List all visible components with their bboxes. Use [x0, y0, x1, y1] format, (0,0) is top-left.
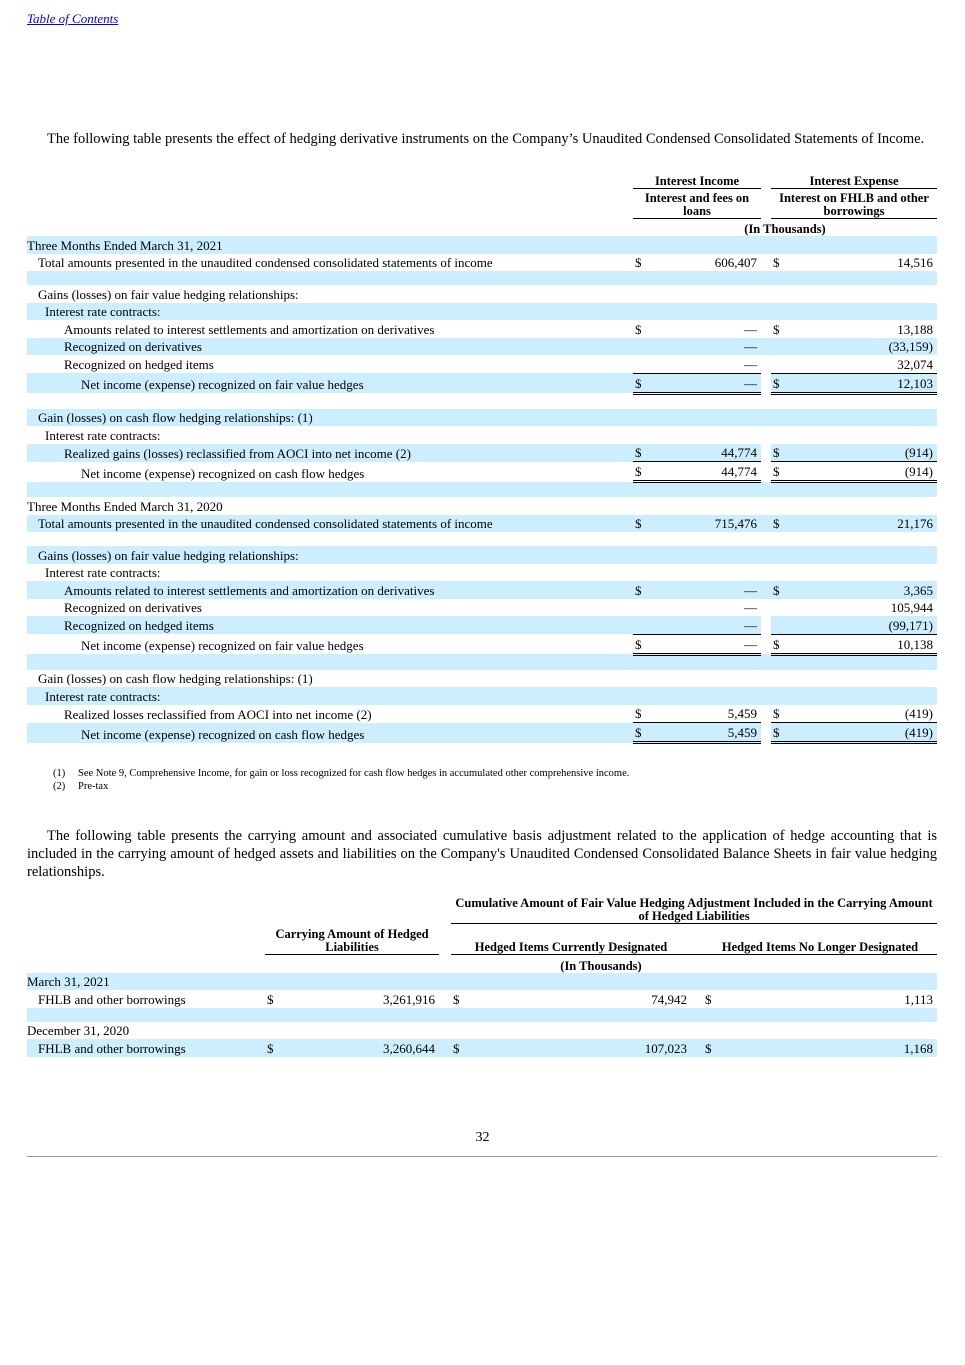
currency-symbol: $: [635, 445, 642, 460]
currency-symbol: $: [635, 706, 642, 721]
fhlb-label: FHLB and other borrowings: [27, 1039, 265, 1057]
income-rec-deriv-2020: —: [744, 600, 757, 615]
currency-symbol: $: [771, 723, 781, 743]
currency-symbol: $: [267, 991, 274, 1007]
rec-hedged-label: Recognized on hedged items: [27, 616, 623, 634]
expense-total-2021: 14,516: [897, 255, 933, 270]
no-longer-designated-header: Hedged Items No Longer Designated: [703, 924, 937, 955]
interest-fees-loans-header: Interest and fees on loans: [633, 188, 761, 218]
currency-symbol: $: [771, 634, 781, 654]
fv-net-label: Net income (expense) recognized on fair value hedges: [81, 638, 364, 653]
period-label-2020: Three Months Ended March 31, 2020: [27, 498, 223, 514]
nolonger-2021: 1,113: [904, 991, 933, 1007]
rec-derivatives-label: Recognized on derivatives: [64, 600, 202, 615]
interest-income-header: Interest Income: [633, 170, 761, 188]
carrying-amount-header: Carrying Amount of Hedged Liabilities: [265, 924, 439, 955]
irc-label: Interest rate contracts:: [45, 427, 161, 443]
irc-label: Interest rate contracts:: [45, 565, 161, 580]
currency-symbol: $: [773, 445, 780, 460]
expense-settle-2021: 13,188: [897, 321, 933, 337]
currency-symbol: $: [633, 723, 643, 743]
footnote-2: [53, 780, 629, 793]
currently-designated-header: Hedged Items Currently Designated: [451, 924, 691, 955]
income-fv-net-2021: —: [643, 373, 761, 393]
currency-symbol: $: [773, 516, 780, 531]
expense-cf-net-2021: (914): [781, 462, 937, 482]
currency-symbol: $: [635, 582, 642, 598]
hedging-effect-income-table: [27, 170, 937, 744]
realized-gl-label: Realized gains (losses) reclassified from AOCI into net income (2): [27, 444, 623, 462]
date-label-2021: March 31, 2021: [27, 973, 937, 991]
expense-realized-2021: (914): [781, 444, 937, 462]
irc-label: Interest rate contracts:: [27, 687, 623, 705]
cf-net-label: Net income (expense) recognized on cash flow hedges: [27, 723, 623, 743]
interest-expense-header: Interest Expense: [771, 170, 937, 188]
nolonger-2020: 1,168: [715, 1039, 937, 1057]
expense-total-2020: 21,176: [781, 515, 937, 533]
interest-fhlb-header: Interest on FHLB and other borrowings: [771, 188, 937, 218]
footnote-text: See Note 9, Comprehensive Income, for gain or loss recognized for cash flow hedges in accumulated other comprehensive income.: [78, 768, 630, 779]
fv-heading-2020: Gains (losses) on fair value hedging relationships:: [27, 546, 623, 564]
units-header: (In Thousands): [744, 222, 826, 236]
currency-symbol: $: [633, 634, 643, 654]
expense-rec-deriv-2021: (33,159): [781, 338, 937, 356]
cf-heading-2021: Gain (losses) on cash flow hedging relationships: (1): [27, 409, 623, 427]
fhlb-label: FHLB and other borrowings: [38, 991, 186, 1007]
currency-symbol: $: [773, 706, 780, 721]
irc-label: Interest rate contracts:: [27, 303, 623, 321]
currency-symbol: $: [771, 373, 781, 393]
units-header: (In Thousands): [560, 958, 642, 973]
expense-rec-hedged-2020: (99,171): [781, 616, 937, 634]
period-label-2021: Three Months Ended March 31, 2021: [27, 236, 937, 254]
fv-net-label: Net income (expense) recognized on fair value hedges: [27, 373, 623, 393]
income-fv-net-2020: —: [643, 634, 761, 654]
expense-rec-hedged-2021: 32,074: [781, 355, 937, 373]
footer-rule: [27, 1156, 937, 1157]
total-amounts-label: Total amounts presented in the unaudited condensed consolidated statements of income: [27, 515, 623, 533]
expense-rec-deriv-2020: 105,944: [890, 600, 933, 615]
currency-symbol: $: [635, 516, 642, 531]
currency-symbol: $: [773, 321, 780, 337]
expense-settle-2020: 3,365: [781, 581, 937, 599]
footnote-number: (1): [53, 768, 66, 779]
carrying-2021: 3,261,916: [383, 991, 435, 1007]
footnote-1: [53, 767, 629, 780]
footnotes: [53, 767, 629, 793]
currency-symbol: $: [773, 255, 780, 270]
realized-l-label: Realized losses reclassified from AOCI into net income (2): [64, 706, 372, 722]
income-realized-2021: 44,774: [643, 444, 761, 462]
currency-symbol: $: [635, 255, 642, 270]
currency-symbol: $: [705, 991, 712, 1007]
income-rec-hedged-2020: —: [643, 616, 761, 634]
currency-symbol: $: [451, 1039, 463, 1057]
currency-symbol: $: [453, 991, 460, 1007]
hedged-liabilities-table: [27, 893, 937, 1057]
total-amounts-label: Total amounts presented in the unaudited condensed consolidated statements of income: [38, 255, 493, 270]
page-number: 32: [475, 1130, 490, 1145]
income-total-2020: 715,476: [643, 515, 761, 533]
expense-fv-net-2020: 10,138: [781, 634, 937, 654]
current-2021: 74,942: [651, 991, 687, 1007]
rec-derivatives-label: Recognized on derivatives: [27, 338, 623, 356]
footnote-number: (2): [53, 781, 66, 792]
current-2020: 107,023: [463, 1039, 691, 1057]
cf-heading-2020: Gain (losses) on cash flow hedging relationships: (1): [38, 671, 313, 686]
currency-symbol: $: [771, 462, 781, 482]
currency-symbol: $: [633, 462, 643, 482]
carrying-2020: 3,260,644: [277, 1039, 439, 1057]
cumulative-adjustment-header: Cumulative Amount of Fair Value Hedging Adjustment Included in the Carrying Amount of Hedged Liabilities: [451, 893, 937, 924]
expense-realized-2020: (419): [781, 705, 937, 723]
footnote-text: Pre-tax: [78, 781, 109, 792]
cf-net-label: Net income (expense) recognized on cash flow hedges: [81, 465, 365, 481]
income-cf-net-2021: 44,774: [643, 462, 761, 482]
intro-paragraph-balance: The following table presents the carrying amount and associated cumulative basis adjustment related to the application of hedge accounting that is included in the carrying amount of hedged assets and liabilities on the Company's Unaudited Condensed Consolidated Balance Sheets in fair value hedging relationships.: [27, 828, 937, 880]
currency-symbol: $: [265, 1039, 277, 1057]
currency-symbol: $: [635, 321, 642, 337]
income-realized-2020: 5,459: [643, 705, 761, 723]
income-cf-net-2020: 5,459: [643, 723, 761, 743]
income-rec-hedged-2021: —: [643, 355, 761, 373]
rec-hedged-label: Recognized on hedged items: [64, 357, 214, 372]
income-total-2021: 606,407: [714, 255, 757, 270]
intro-paragraph-income: The following table presents the effect of hedging derivative instruments on the Company’s Unaudited Condensed Consolidated Statements of Income.: [47, 131, 925, 147]
currency-symbol: $: [773, 582, 780, 598]
income-settle-2020: —: [643, 581, 761, 599]
settlements-label: Amounts related to interest settlements and amortization on derivatives: [27, 581, 623, 599]
table-of-contents-link[interactable]: Table of Contents: [27, 11, 119, 26]
settlements-label: Amounts related to interest settlements and amortization on derivatives: [64, 321, 435, 337]
currency-symbol: $: [703, 1039, 715, 1057]
expense-fv-net-2021: 12,103: [781, 373, 937, 393]
fv-heading-2021: Gains (losses) on fair value hedging relationships:: [38, 286, 299, 302]
expense-cf-net-2020: (419): [781, 723, 937, 743]
income-rec-deriv-2021: —: [643, 338, 761, 356]
income-settle-2021: —: [744, 321, 757, 337]
currency-symbol: $: [633, 373, 643, 393]
date-label-2020: December 31, 2020: [27, 1023, 130, 1038]
